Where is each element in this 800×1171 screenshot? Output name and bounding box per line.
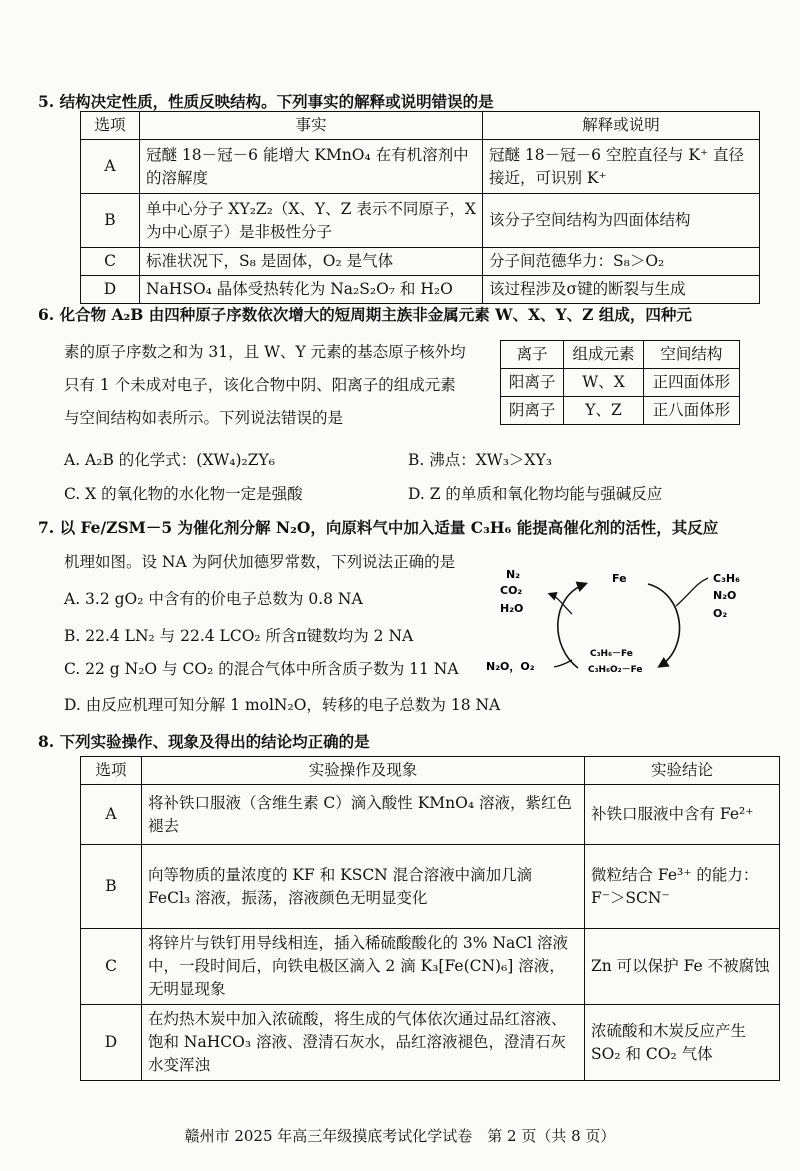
- q5-explanation: 该分子空间结构为四面体结构: [483, 194, 760, 248]
- left-out-1: N₂: [506, 568, 521, 581]
- q6-stem-line-4: 与空间结构如表所示。下列说法错误的是: [64, 409, 344, 427]
- q5-fact: NaHSO₄ 晶体受热转化为 Na₂S₂O₇ 和 H₂O: [140, 276, 483, 304]
- q5-header-option: 选项: [81, 112, 140, 140]
- q6-structure: 正四面体形: [643, 369, 739, 397]
- catalyst-fe: Fe: [612, 572, 627, 585]
- q7-option-b: B. 22.4 LN₂ 与 22.4 LCO₂ 所含π键数均为 2 NA: [64, 627, 414, 645]
- q8-option: C: [81, 929, 142, 1005]
- q5-explanation: 分子间范德华力：S₈＞O₂: [483, 248, 760, 276]
- q8-conclusion: 浓硫酸和木炭反应产生 SO₂ 和 CO₂ 气体: [585, 1005, 780, 1081]
- q7-stem-line-1: 7. 以 Fe/ZSM－5 为催化剂分解 N₂O，向原料气中加入适量 C₃H₆ 能提高催化剂的活性，其反应: [38, 518, 719, 537]
- q6-stem-line-2: 素的原子序数之和为 31，且 W、Y 元素的基态原子核外均: [64, 343, 466, 361]
- q8-header-row: [81, 757, 780, 785]
- q8-option: B: [81, 845, 142, 929]
- q5-header-row: [81, 112, 760, 140]
- q5-option: C: [81, 248, 140, 276]
- q8-option: A: [81, 785, 142, 845]
- right-in-2: N₂O: [713, 589, 737, 602]
- table-row: [81, 140, 760, 194]
- left-out-3: H₂O: [500, 602, 524, 615]
- table-row: [81, 194, 760, 248]
- q5-option: B: [81, 194, 140, 248]
- bottom-left-reactants: N₂O，O₂: [486, 660, 535, 673]
- q8-table: [80, 756, 780, 1081]
- q6-ion-table: [500, 340, 740, 425]
- table-row: [81, 276, 760, 304]
- right-in-3: O₂: [713, 607, 728, 620]
- q8-conclusion: 微粒结合 Fe³⁺ 的能力：F⁻＞SCN⁻: [585, 845, 780, 929]
- q6-ion: 阳离子: [501, 369, 564, 397]
- q6-structure: 正八面体形: [643, 397, 739, 425]
- q8-option: D: [81, 1005, 142, 1081]
- table-row: [81, 785, 780, 845]
- reactant-bottom-arrow: [554, 660, 572, 667]
- q8-operation: 向等物质的量浓度的 KF 和 KSCN 混合溶液中滴加几滴 FeCl₃ 溶液，振荡，溶液颜色无明显变化: [142, 845, 585, 929]
- table-row: [501, 369, 740, 397]
- table-row: [81, 929, 780, 1005]
- reactant-in-arrow: [676, 578, 708, 606]
- cycle-arrow-left: [558, 584, 585, 668]
- q5-option: A: [81, 140, 140, 194]
- table-row: [81, 248, 760, 276]
- q8-header-conclusion: 实验结论: [585, 757, 780, 785]
- q5-fact: 标准状况下，S₈ 是固体，O₂ 是气体: [140, 248, 483, 276]
- product-out-arrow: [550, 594, 572, 614]
- q7-option-c: C. 22 g N₂O 与 CO₂ 的混合气体中所含质子数为 11 NA: [64, 660, 459, 678]
- q8-header-operation: 实验操作及现象: [142, 757, 585, 785]
- q6-header-structure: 空间结构: [643, 341, 739, 369]
- table-row: [501, 397, 740, 425]
- table-row: [81, 845, 780, 929]
- q5-option: D: [81, 276, 140, 304]
- q6-stem-line-1: 6. 化合物 A₂B 由四种原子序数依次增大的短周期主族非金属元素 W、X、Y、Z 组成，四种元: [38, 305, 692, 324]
- reaction-mechanism-diagram: [480, 562, 770, 684]
- right-in-1: C₃H₆: [713, 572, 740, 585]
- q6-option-d: D. Z 的单质和氧化物均能与强碱反应: [408, 485, 663, 503]
- q5-fact: 单中心分子 XY₂Z₂（X、Y、Z 表示不同原子，X 为中心原子）是非极性分子: [140, 194, 483, 248]
- q5-table: [80, 111, 760, 304]
- q7-option-d: D. 由反应机理可知分解 1 molN₂O，转移的电子总数为 18 NA: [64, 696, 501, 714]
- q5-explanation: 该过程涉及σ键的断裂与生成: [483, 276, 760, 304]
- q6-option-b: B. 沸点：XW₃＞XY₃: [408, 451, 552, 469]
- q6-elements: Y、Z: [564, 397, 644, 425]
- q5-header-explanation: 解释或说明: [483, 112, 760, 140]
- q8-conclusion: Zn 可以保护 Fe 不被腐蚀: [585, 929, 780, 1005]
- cycle-arrow-right: [648, 584, 680, 666]
- q6-header-ion: 离子: [501, 341, 564, 369]
- table-row: [81, 1005, 780, 1081]
- q6-header-elements: 组成元素: [564, 341, 644, 369]
- q6-elements: W、X: [564, 369, 644, 397]
- q5-header-fact: 事实: [140, 112, 483, 140]
- q5-fact: 冠醚 18－冠－6 能增大 KMnO₄ 在有机溶剂中的溶解度: [140, 140, 483, 194]
- q6-option-c: C. X 的氧化物的水化物一定是强酸: [64, 485, 303, 503]
- q8-header-option: 选项: [81, 757, 142, 785]
- q5-stem: 5. 结构决定性质，性质反映结构。下列事实的解释或说明错误的是: [38, 92, 494, 111]
- q6-stem-line-3: 只有 1 个未成对电子，该化合物中阴、阳离子的组成元素: [64, 376, 456, 394]
- q8-conclusion: 补铁口服液中含有 Fe²⁺: [585, 785, 780, 845]
- q6-header-row: [501, 341, 740, 369]
- page-footer: 赣州市 2025 年高三年级摸底考试化学试卷 第 2 页（共 8 页）: [184, 1127, 616, 1145]
- q6-ion: 阴离子: [501, 397, 564, 425]
- left-out-2: CO₂: [500, 584, 523, 597]
- q5-explanation: 冠醚 18－冠－6 空腔直径与 K⁺ 直径接近，可识别 K⁺: [483, 140, 760, 194]
- intermediate-1: C₃H₆－Fe: [590, 649, 633, 659]
- q6-option-a: A. A₂B 的化学式：(XW₄)₂ZY₆: [64, 451, 275, 469]
- q8-stem: 8. 下列实验操作、现象及得出的结论均正确的是: [38, 732, 370, 751]
- q8-operation: 将锌片与铁钉用导线相连，插入稀硫酸酸化的 3% NaCl 溶液中，一段时间后，向铁电极区滴入 2 滴 K₃[Fe(CN)₆] 溶液，无明显现象: [142, 929, 585, 1005]
- q8-operation: 在灼热木炭中加入浓硫酸，将生成的气体依次通过品红溶液、饱和 NaHCO₃ 溶液、澄清石灰水，品红溶液褪色，澄清石灰水变浑浊: [142, 1005, 585, 1081]
- q7-option-a: A. 3.2 gO₂ 中含有的价电子总数为 0.8 NA: [64, 590, 363, 608]
- q7-stem-line-2: 机理如图。设 NA 为阿伏加德罗常数，下列说法正确的是: [64, 553, 456, 571]
- q8-operation: 将补铁口服液（含维生素 C）滴入酸性 KMnO₄ 溶液，紫红色褪去: [142, 785, 585, 845]
- intermediate-2: C₃H₆O₂－Fe: [588, 665, 643, 675]
